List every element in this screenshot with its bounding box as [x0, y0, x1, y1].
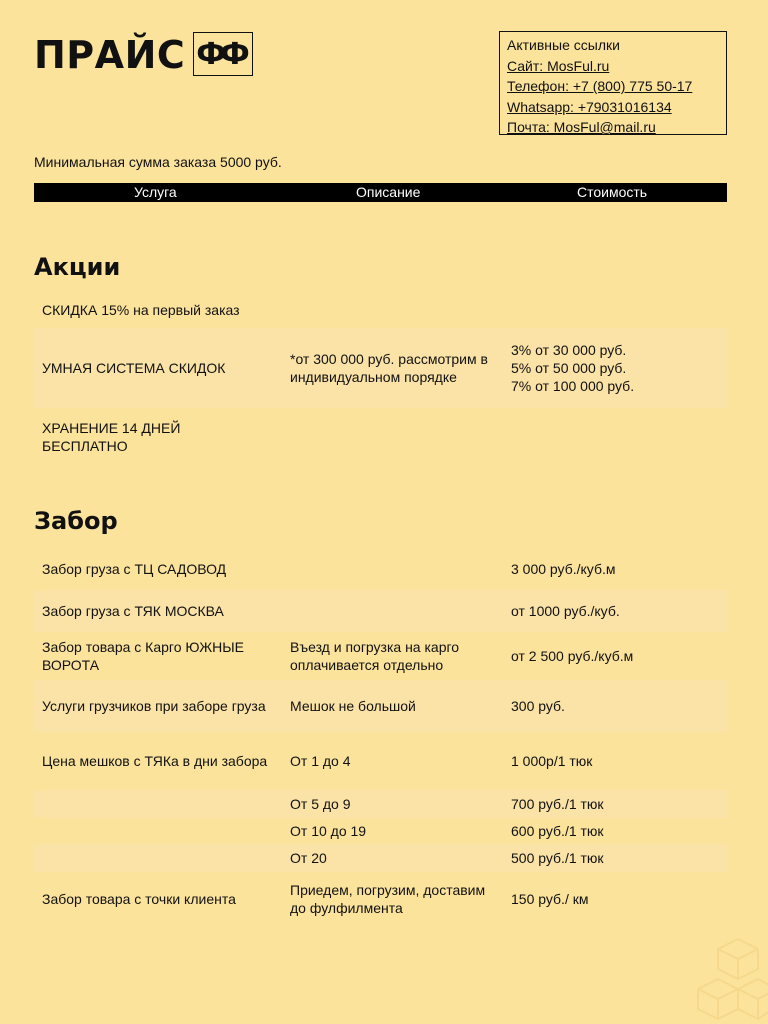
table-row	[34, 632, 727, 680]
active-links-box	[499, 31, 727, 135]
service-cell: Забор груза с ТЯК МОСКВА	[42, 603, 224, 619]
description-cell: От 10 до 19	[290, 823, 367, 839]
table-row	[34, 818, 727, 844]
description-cell	[290, 408, 502, 466]
table-row	[34, 872, 727, 926]
description-cell	[290, 548, 502, 590]
column-header-service: Услуга	[134, 184, 177, 200]
description-cell: Приедем, погрузим, доставим до фулфилмента	[290, 882, 486, 916]
service-cell	[42, 790, 282, 818]
service-cell: Забор товара с Карго ЮЖНЫЕ ВОРОТА	[42, 639, 244, 673]
description-cell: *от 300 000 руб. рассмотрим в индивидуальном порядке	[290, 351, 488, 385]
page-title: ПРАЙС	[34, 33, 186, 77]
table-row	[34, 408, 727, 466]
price-cell: 3 000 руб./куб.м	[511, 561, 616, 577]
column-header-description: Описание	[356, 184, 421, 200]
logo: ФФ	[193, 32, 253, 76]
description-cell: От 5 до 9	[290, 796, 351, 812]
section-title-pickup: Забор	[34, 507, 118, 535]
service-cell: Забор товара с точки клиента	[42, 891, 236, 907]
whatsapp-link[interactable]: Whatsapp: +79031016134	[507, 98, 672, 115]
table-row	[34, 680, 727, 732]
phone-link[interactable]: Телефон: +7 (800) 775 50-17	[507, 78, 693, 94]
section-title-promotions: Акции	[34, 253, 121, 281]
price-cell: от 2 500 руб./куб.м	[511, 648, 634, 664]
price-cell: 300 руб.	[511, 698, 565, 714]
min-order-note: Минимальная сумма заказа 5000 руб.	[34, 154, 282, 170]
service-cell: Забор груза с ТЦ САДОВОД	[42, 561, 227, 577]
column-header-price: Стоимость	[577, 184, 648, 200]
description-cell: От 20	[290, 850, 327, 866]
service-cell: Цена мешков с ТЯКа в дни забора	[42, 753, 268, 769]
table-row	[34, 844, 727, 872]
price-cell	[511, 408, 721, 466]
description-cell: От 1 до 4	[290, 753, 351, 769]
email-link[interactable]: Почта: MosFul@mail.ru	[507, 119, 656, 135]
table-row	[34, 548, 727, 590]
service-cell	[42, 818, 282, 844]
description-cell	[290, 590, 502, 632]
links-heading: Активные ссылки	[507, 37, 620, 53]
price-cell: 700 руб./1 тюк	[511, 796, 604, 812]
price-cell: 3% от 30 000 руб. 5% от 50 000 руб. 7% от 100 000 руб.	[511, 342, 635, 394]
table-row	[34, 328, 727, 408]
price-cell	[511, 292, 721, 328]
service-cell: УМНАЯ СИСТЕМА СКИДОК	[42, 360, 226, 376]
description-cell: Въезд и погрузка на карго оплачивается отдельно	[290, 639, 460, 673]
table-row	[34, 590, 727, 632]
service-cell: Услуги грузчиков при заборе груза	[42, 698, 266, 714]
price-cell: 1 000р/1 тюк	[511, 753, 593, 769]
price-cell: от 1000 руб./куб.	[511, 603, 620, 619]
service-cell: СКИДКА 15% на первый заказ	[42, 302, 240, 318]
table-row	[34, 790, 727, 818]
price-cell: 600 руб./1 тюк	[511, 823, 604, 839]
price-cell: 500 руб./1 тюк	[511, 850, 604, 866]
table-header	[34, 183, 727, 202]
table-row	[34, 732, 727, 790]
service-cell	[42, 844, 282, 872]
service-cell: ХРАНЕНИЕ 14 ДНЕЙ БЕСПЛАТНО	[42, 420, 181, 454]
table-row	[34, 292, 727, 328]
cubes-watermark-icon	[678, 934, 768, 1024]
description-cell	[290, 292, 502, 328]
description-cell: Мешок не большой	[290, 698, 416, 714]
price-cell: 150 руб./ км	[511, 891, 589, 907]
site-link[interactable]: Сайт: MosFul.ru	[507, 57, 610, 74]
